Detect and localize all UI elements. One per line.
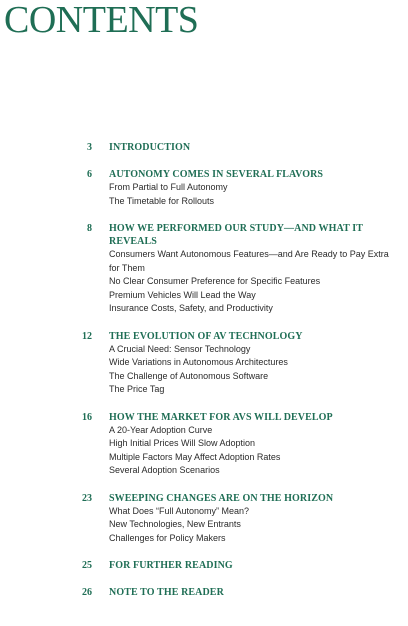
toc-section-title[interactable]: NOTE TO THE READER xyxy=(109,587,224,598)
toc-subsection[interactable]: The Challenge of Autonomous Software xyxy=(109,370,269,381)
toc-subsection[interactable]: Multiple Factors May Affect Adoption Rates xyxy=(109,451,281,462)
toc-entry[interactable] xyxy=(0,411,408,424)
toc-page-number: 16 xyxy=(82,411,92,423)
toc-page-number: 3 xyxy=(87,142,92,153)
table-of-contents xyxy=(0,141,408,613)
toc-page-number: 23 xyxy=(82,492,92,504)
toc-section-title[interactable]: THE EVOLUTION OF AV TECHNOLOGY xyxy=(109,330,303,342)
toc-subsection[interactable]: Consumers Want Autonomous Features—and Are Ready to Pay Extra for Them xyxy=(109,249,389,273)
toc-entry[interactable] xyxy=(0,222,408,248)
toc-section-title[interactable]: HOW THE MARKET FOR AVS WILL DEVELOP xyxy=(109,411,333,423)
toc-subsection[interactable]: The Timetable for Rollouts xyxy=(109,195,215,206)
toc-section xyxy=(0,411,408,478)
toc-entry[interactable] xyxy=(0,168,408,181)
toc-section xyxy=(0,586,408,599)
toc-subsection[interactable]: Insurance Costs, Safety, and Productivity xyxy=(109,303,273,313)
toc-section-title[interactable]: AUTONOMY COMES IN SEVERAL FLAVORS xyxy=(109,169,324,180)
toc-subsection-list xyxy=(0,248,408,316)
toc-entry[interactable] xyxy=(0,141,408,154)
toc-subsection[interactable]: Premium Vehicles Will Lead the Way xyxy=(109,289,256,300)
toc-subsection[interactable]: From Partial to Full Autonomy xyxy=(109,182,228,192)
toc-section xyxy=(0,222,408,316)
toc-subsection[interactable]: Several Adoption Scenarios xyxy=(109,465,220,475)
toc-entry[interactable] xyxy=(0,586,408,599)
toc-subsection-list xyxy=(0,181,408,208)
toc-subsection[interactable]: No Clear Consumer Preference for Specific Features xyxy=(109,276,321,286)
toc-section xyxy=(0,168,408,208)
toc-page-number: 8 xyxy=(87,223,92,234)
toc-page-number: 12 xyxy=(82,330,92,342)
toc-entry[interactable] xyxy=(0,559,408,572)
toc-subsection[interactable]: Wide Variations in Autonomous Architectures xyxy=(109,357,288,367)
toc-entry[interactable] xyxy=(0,492,408,505)
toc-subsection[interactable]: What Does “Full Autonomy” Mean? xyxy=(109,505,250,516)
toc-subsection-list xyxy=(0,424,408,478)
toc-subsection-list xyxy=(0,343,408,397)
toc-section-title[interactable]: FOR FURTHER READING xyxy=(109,560,233,571)
toc-subsection[interactable]: High Initial Prices Will Slow Adoption xyxy=(109,438,256,448)
toc-subsection-list xyxy=(0,505,408,546)
toc-section-title[interactable]: HOW WE PERFORMED OUR STUDY—AND WHAT IT REVEALS xyxy=(109,223,363,247)
toc-section xyxy=(0,141,408,154)
toc-subsection[interactable]: The Price Tag xyxy=(109,384,165,394)
toc-subsection[interactable]: A 20-Year Adoption Curve xyxy=(109,424,213,435)
page-title: CONTENTS xyxy=(4,0,199,41)
toc-section xyxy=(0,492,408,546)
toc-section xyxy=(0,330,408,397)
toc-subsection[interactable]: Challenges for Policy Makers xyxy=(109,532,226,543)
toc-section xyxy=(0,559,408,572)
toc-subsection[interactable]: New Technologies, New Entrants xyxy=(109,519,241,529)
toc-page-number: 6 xyxy=(87,169,92,180)
toc-page-number: 26 xyxy=(82,587,92,598)
toc-section-title[interactable]: INTRODUCTION xyxy=(109,142,191,153)
toc-subsection[interactable]: A Crucial Need: Sensor Technology xyxy=(109,343,251,354)
toc-section-title[interactable]: SWEEPING CHANGES ARE ON THE HORIZON xyxy=(109,492,334,504)
toc-page-number: 25 xyxy=(82,560,92,571)
toc-entry[interactable] xyxy=(0,330,408,343)
